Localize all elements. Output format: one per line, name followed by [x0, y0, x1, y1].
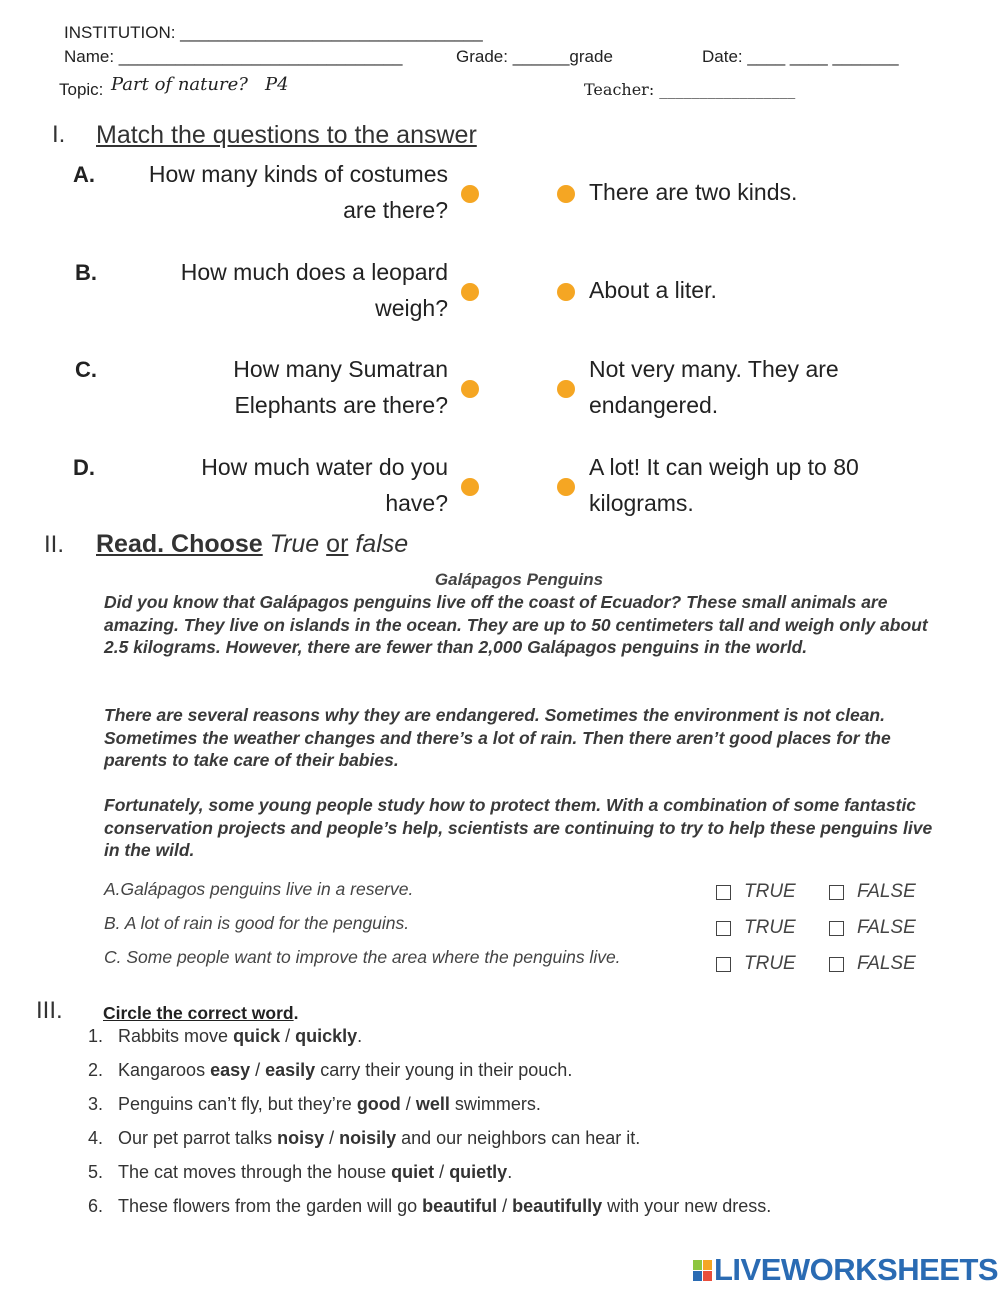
word-option-2[interactable]: well — [415, 1094, 450, 1114]
answer-text — [589, 351, 909, 423]
section-3-title-period: . — [293, 1003, 299, 1023]
word-separator: / — [400, 1094, 416, 1114]
answer-match-dot[interactable] — [557, 283, 575, 301]
topic-label: Topic: — [59, 80, 104, 99]
name-field: Name: ______________________________ — [64, 47, 403, 66]
false-label: FALSE — [857, 881, 916, 902]
question-line: are there? — [343, 197, 448, 223]
word-separator: / — [497, 1196, 513, 1216]
tf-statement: A.Galápagos penguins live in a reserve. — [104, 879, 414, 899]
true-option[interactable] — [716, 953, 796, 975]
checkbox[interactable] — [829, 957, 844, 972]
question-letter: A. — [73, 162, 95, 187]
grade-field: Grade: ______grade — [456, 47, 613, 66]
section-2-title-or: or — [326, 530, 349, 558]
false-option[interactable] — [829, 953, 916, 975]
logo-text: LIVEWORKSHEETS — [714, 1252, 999, 1287]
word-separator: / — [280, 1026, 296, 1046]
section-1-number: I. — [52, 121, 66, 148]
question-line: How many Sumatran — [233, 356, 448, 382]
answer-line: kilograms. — [589, 490, 694, 516]
liveworksheets-logo — [693, 1252, 998, 1288]
item-text: Penguins can’t fly, but they’re — [118, 1094, 357, 1114]
institution-field: INSTITUTION: ________________________________ — [64, 23, 483, 42]
logo-icon — [693, 1260, 712, 1281]
true-option[interactable] — [716, 917, 796, 939]
section-2-title-false: false — [355, 530, 409, 558]
item-text: These flowers from the garden will go — [118, 1196, 423, 1216]
item-number: 5. — [88, 1162, 104, 1182]
word-separator: / — [250, 1060, 266, 1080]
false-label: FALSE — [857, 953, 916, 974]
answer-text — [589, 449, 909, 521]
date-field: Date: ____ ____ _______ — [702, 47, 899, 66]
answer-line: There are two kinds. — [589, 179, 798, 205]
false-label: FALSE — [857, 917, 916, 938]
question-match-dot[interactable] — [461, 283, 479, 301]
tf-statement: B. A lot of rain is good for the penguins. — [104, 913, 410, 933]
section-2-title — [96, 530, 408, 559]
question-line: How much water do you — [201, 454, 448, 480]
item-number: 1. — [88, 1026, 104, 1046]
answer-line: About a liter. — [589, 277, 717, 303]
word-option-2[interactable]: beautifully — [512, 1196, 603, 1216]
question-letter: C. — [75, 357, 97, 382]
question-line: weigh? — [375, 295, 448, 321]
answer-text — [589, 272, 909, 308]
story-paragraph: Fortunately, some young people study how to protect them. With a combination of some fantastic conservation projects and people’s help, scientists are continuing to try to help these penguins live in the wild. — [104, 795, 933, 860]
item-number: 3. — [88, 1094, 104, 1114]
word-option-1[interactable]: quick — [233, 1026, 281, 1046]
question-line: How much does a leopard — [180, 259, 448, 285]
checkbox[interactable] — [716, 885, 731, 900]
section-2-number: II. — [44, 531, 65, 558]
question-text — [118, 156, 448, 228]
circle-word-item — [88, 1128, 640, 1149]
question-line: Elephants are there? — [234, 392, 448, 418]
checkbox[interactable] — [716, 921, 731, 936]
section-2-title-true: True — [269, 530, 320, 558]
item-text-end: and our neighbors can hear it. — [396, 1128, 641, 1148]
checkbox[interactable] — [829, 885, 844, 900]
answer-match-dot[interactable] — [557, 380, 575, 398]
false-option[interactable] — [829, 881, 916, 903]
section-3-title — [103, 1003, 299, 1024]
section-1-title: Match the questions to the answer — [96, 121, 477, 149]
item-number: 4. — [88, 1128, 104, 1148]
item-text-end: carry their young in their pouch. — [315, 1060, 573, 1080]
word-option-2[interactable]: easily — [265, 1060, 316, 1080]
word-separator: / — [324, 1128, 340, 1148]
item-text: Rabbits move — [118, 1026, 234, 1046]
question-letter: D. — [73, 455, 95, 480]
circle-word-item — [88, 1162, 512, 1183]
item-text: The cat moves through the house — [118, 1162, 392, 1182]
topic-value: Part of nature? P4 — [111, 74, 289, 95]
item-text-end: . — [507, 1162, 513, 1182]
tf-statement: C. Some people want to improve the area where the penguins live. — [104, 947, 621, 967]
question-letter: B. — [75, 260, 97, 285]
item-text-end: . — [357, 1026, 363, 1046]
item-number: 6. — [88, 1196, 104, 1216]
word-option-2[interactable]: quickly — [295, 1026, 358, 1046]
story-title: Galápagos Penguins — [434, 570, 604, 589]
question-text — [118, 254, 448, 326]
section-3-title-text: Circle the correct word — [103, 1003, 294, 1023]
word-option-1[interactable]: quiet — [391, 1162, 435, 1182]
item-text: Kangaroos — [118, 1060, 211, 1080]
question-line: How many kinds of costumes — [148, 161, 448, 187]
question-match-dot[interactable] — [461, 478, 479, 496]
item-number: 2. — [88, 1060, 104, 1080]
item-text-end: with your new dress. — [602, 1196, 772, 1216]
checkbox[interactable] — [716, 957, 731, 972]
circle-word-item — [88, 1060, 572, 1081]
story-paragraph: Did you know that Galápagos penguins live off the coast of Ecuador? These small animals are amazing. They live on islands in the ocean. They are up to 50 centimeters tall and weigh only about 2.5 kilograms. However, there are fewer than 2,000 Galápagos penguins in the world. — [104, 592, 928, 657]
answer-line: endangered. — [589, 392, 719, 418]
question-text — [118, 351, 448, 423]
word-option-1[interactable]: easy — [210, 1060, 251, 1080]
true-label: TRUE — [744, 881, 796, 902]
false-option[interactable] — [829, 917, 916, 939]
circle-word-item — [88, 1094, 541, 1115]
circle-word-item — [88, 1196, 771, 1217]
item-text-end: swimmers. — [449, 1094, 541, 1114]
true-label: TRUE — [744, 917, 796, 938]
word-option-1[interactable]: beautiful — [422, 1196, 498, 1216]
answer-line: A lot! It can weigh up to 80 — [589, 454, 859, 480]
answer-match-dot[interactable] — [557, 478, 575, 496]
section-2-title-main: Read. Choose — [96, 530, 263, 558]
circle-word-item — [88, 1026, 362, 1047]
section-3-number: III. — [36, 997, 63, 1024]
question-match-dot[interactable] — [461, 185, 479, 203]
question-text — [118, 449, 448, 521]
word-option-1[interactable]: good — [356, 1094, 401, 1114]
question-line: have? — [385, 490, 448, 516]
question-match-dot[interactable] — [461, 380, 479, 398]
true-label: TRUE — [744, 953, 796, 974]
story-paragraph: There are several reasons why they are endangered. Sometimes the environment is not clean. Sometimes the weather changes and there’s a lot of rain. Then there aren’t good places for the parents to take care of their babies. — [104, 705, 891, 770]
word-option-1[interactable]: noisy — [277, 1128, 325, 1148]
true-option[interactable] — [716, 881, 796, 903]
word-separator: / — [434, 1162, 450, 1182]
answer-line: Not very many. They are — [589, 356, 839, 382]
word-option-2[interactable]: noisily — [339, 1128, 397, 1148]
teacher-field: Teacher: _________________ — [584, 80, 796, 99]
answer-text — [589, 174, 909, 210]
checkbox[interactable] — [829, 921, 844, 936]
item-text: Our pet parrot talks — [118, 1128, 278, 1148]
answer-match-dot[interactable] — [557, 185, 575, 203]
word-option-2[interactable]: quietly — [449, 1162, 508, 1182]
